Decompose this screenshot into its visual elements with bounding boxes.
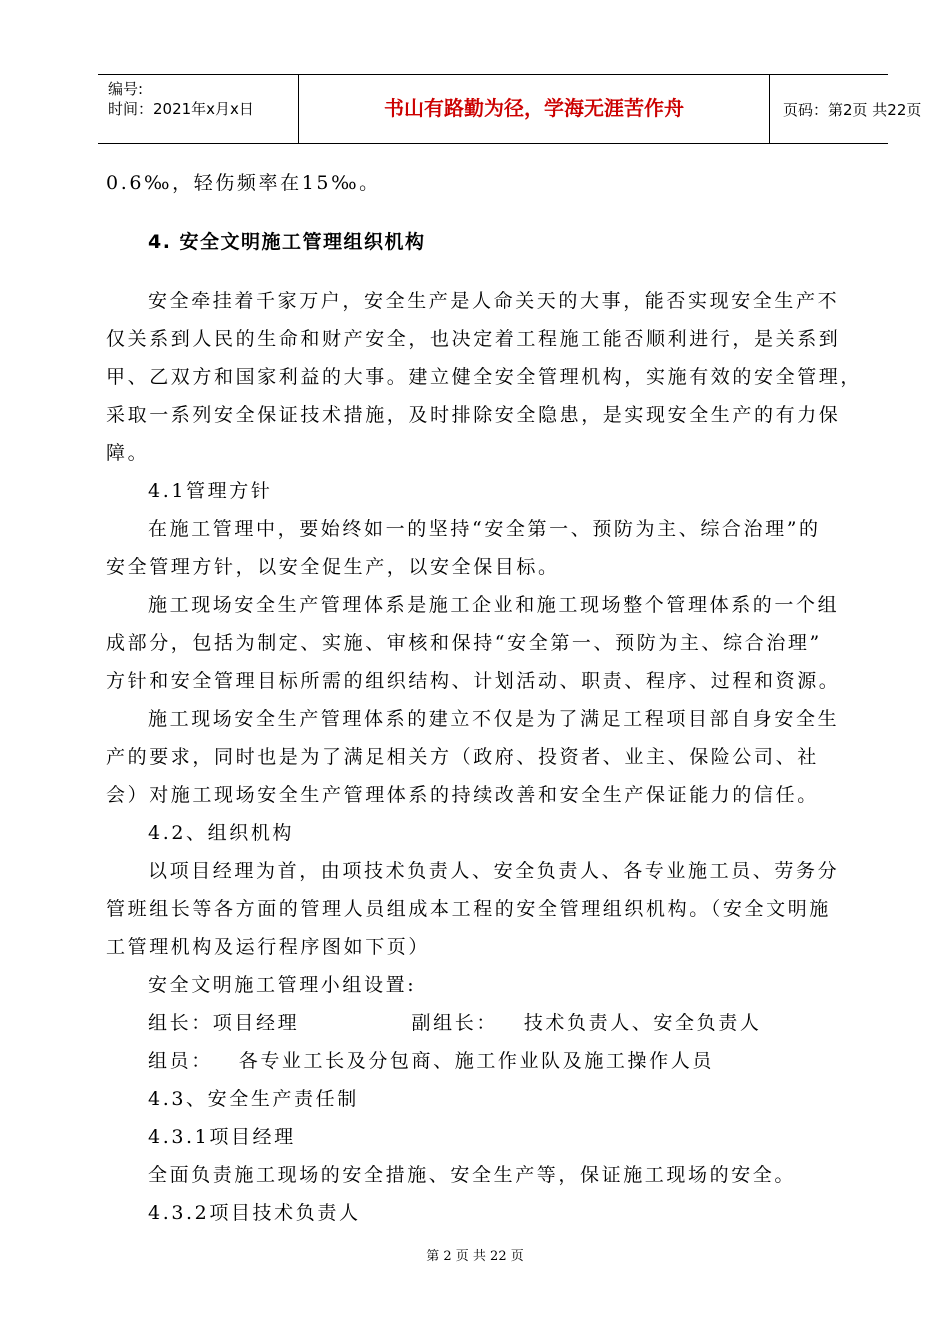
body-line: 全面负责施工现场的安全措施、安全生产等，保证施工现场的安全。	[148, 1164, 797, 1186]
body-line: 组长：项目经理 副组长： 技术负责人、安全负责人	[148, 1012, 762, 1034]
header-info-cell	[98, 75, 298, 143]
body-line: 成部分，包括为制定、实施、审核和保持“安全第一、预防为主、综合治理”	[106, 632, 822, 654]
body-line: 在施工管理中，要始终如一的坚持“安全第一、预防为主、综合治理”的	[148, 518, 821, 540]
body-line: 工管理机构及运行程序图如下页）	[106, 936, 431, 958]
body-line: 采取一系列安全保证技术措施，及时排除安全隐患，是实现安全生产的有力保	[106, 404, 841, 426]
subsection-heading: 4.3、安全生产责任制	[148, 1088, 359, 1110]
body-line: 组员： 各专业工长及分包商、施工作业队及施工操作人员	[148, 1050, 714, 1072]
document-time-label: 时间：2021年x月x日	[108, 100, 254, 118]
body-line: 安全管理方针，以安全促生产，以安全保目标。	[106, 556, 560, 578]
body-line: 管班组长等各方面的管理人员组成本工程的安全管理组织机构。（安全文明施	[106, 898, 831, 920]
subsection-heading: 4.1管理方针	[148, 480, 273, 502]
body-line: 会）对施工现场安全生产管理体系的持续改善和安全生产保证能力的信任。	[106, 784, 819, 806]
body-line: 障。	[106, 442, 150, 464]
subsection-heading: 4.2、组织机构	[148, 822, 295, 844]
body-line: 仅关系到人民的生命和财产安全，也决定着工程施工能否顺利进行，是关系到	[106, 328, 841, 350]
page-header	[98, 74, 922, 144]
body-line: 安全牵挂着千家万户，安全生产是人命关天的大事，能否实现安全生产不	[148, 290, 840, 312]
subsection-heading: 4.3.1项目经理	[148, 1126, 296, 1148]
body-line: 产的要求，同时也是为了满足相关方（政府、投资者、业主、保险公司、社	[106, 746, 819, 768]
header-page-number: 页码：第2页 共22页	[783, 101, 922, 119]
body-line: 以项目经理为首，由项技术负责人、安全负责人、各专业施工员、劳务分	[148, 860, 840, 882]
body-line: 0.6‰，轻伤频率在15‰。	[106, 172, 381, 194]
section-heading: 4. 安全文明施工管理组织机构	[148, 231, 426, 253]
header-motto-cell	[298, 75, 770, 143]
header-page-cell	[769, 75, 922, 143]
body-line: 施工现场安全生产管理体系的建立不仅是为了满足工程项目部自身安全生	[148, 708, 840, 730]
page-footer: 第 2 页 共 22 页	[426, 1249, 524, 1264]
document-number-label: 编号:	[108, 80, 144, 98]
subsection-heading: 4.3.2项目技术负责人	[148, 1202, 361, 1224]
body-line: 安全文明施工管理小组设置:	[148, 974, 417, 996]
body-line: 施工现场安全生产管理体系是施工企业和施工现场整个管理体系的一个组	[148, 594, 840, 616]
body-line: 方针和安全管理目标所需的组织结构、计划活动、职责、程序、过程和资源。	[106, 670, 841, 692]
header-motto: 书山有路勤为径，学海无涯苦作舟	[384, 96, 684, 120]
body-line: 甲、乙双方和国家利益的大事。建立健全安全管理机构，实施有效的安全管理，	[106, 366, 863, 388]
